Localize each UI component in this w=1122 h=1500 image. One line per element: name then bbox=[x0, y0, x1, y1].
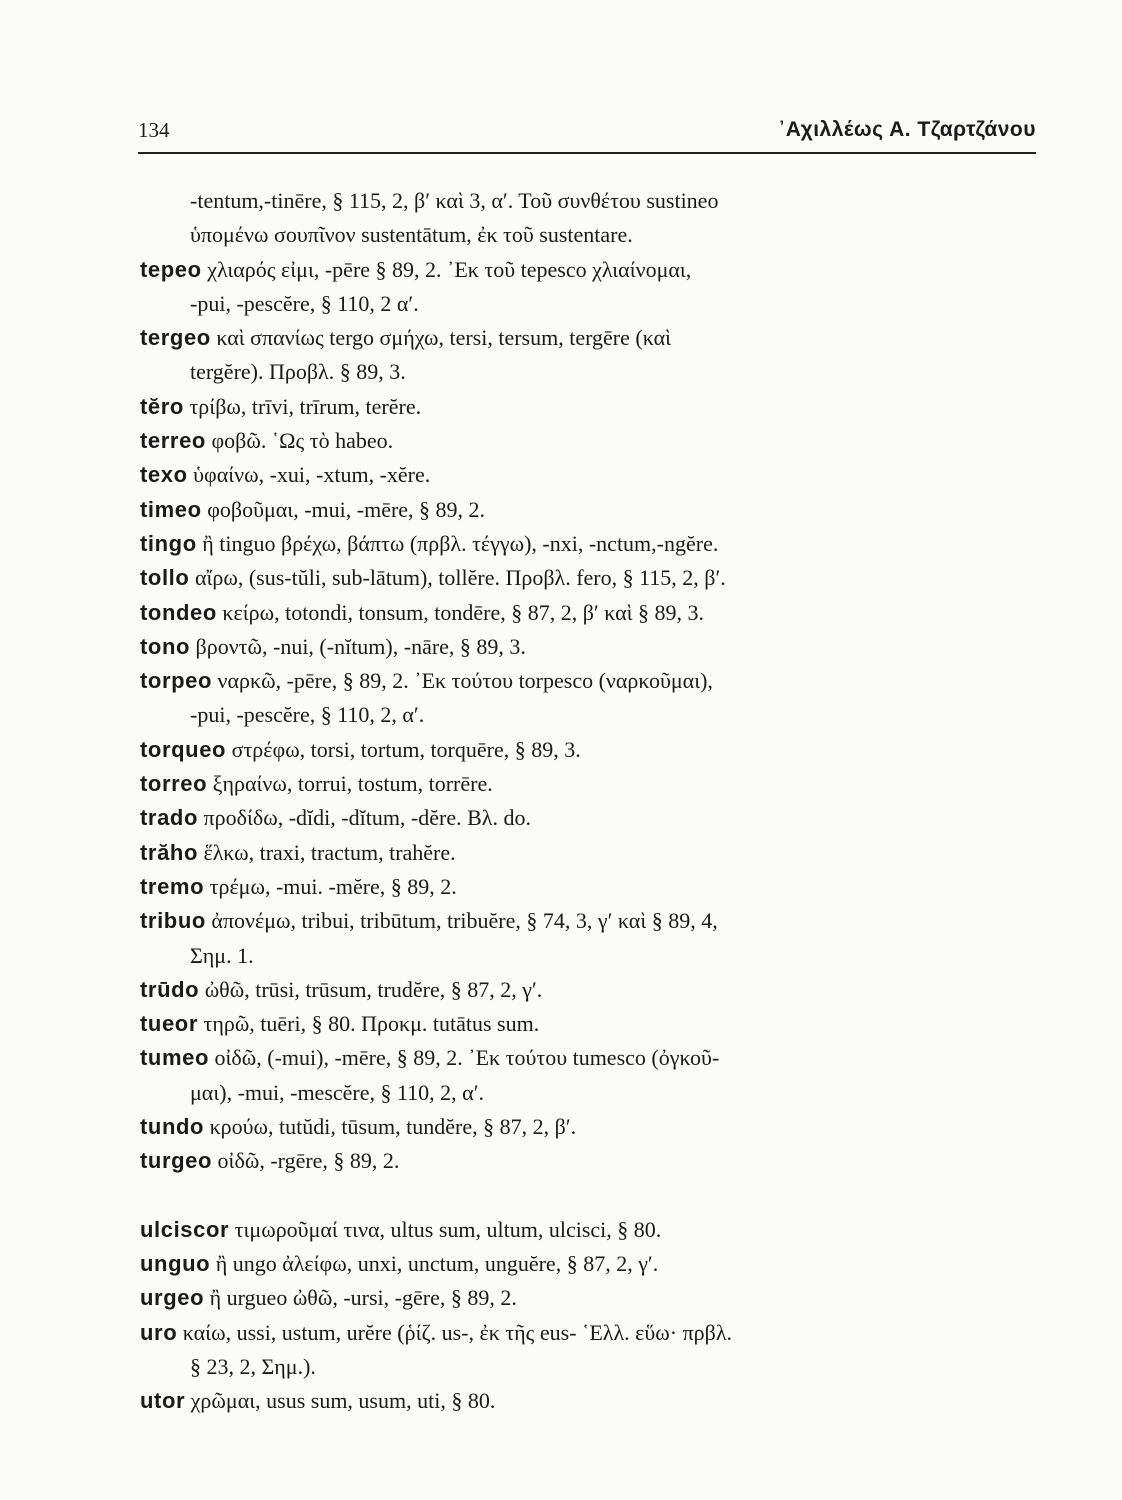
headword: urgeo bbox=[140, 1285, 205, 1311]
headword: tondeo bbox=[140, 599, 217, 625]
dictionary-entry bbox=[140, 904, 1040, 973]
headword: tollo bbox=[140, 565, 190, 591]
entry-definition: οἰδῶ, (-mui), -mēre, § 89, 2. ᾿Εκ τούτου tumesco (ὀγκοῦ- bbox=[209, 1045, 720, 1071]
dictionary-entry bbox=[140, 870, 1040, 904]
dictionary-entry bbox=[140, 1247, 1040, 1281]
headword: uro bbox=[140, 1319, 178, 1345]
entry-continuation: tergĕre). Προβλ. § 89, 3. bbox=[190, 359, 406, 385]
dictionary-entry bbox=[140, 973, 1040, 1007]
dictionary-entry bbox=[140, 253, 1040, 322]
headword: tundo bbox=[140, 1114, 205, 1140]
entry-definition: στρέφω, torsi, tortum, torquēre, § 89, 3. bbox=[226, 736, 581, 762]
entry-continuation: -tentum,-tinēre, § 115, 2, β′ καὶ 3, α′. Τοῦ συνθέτου sustineo bbox=[190, 188, 719, 213]
headword: tremo bbox=[140, 873, 205, 899]
entry-definition: φοβοῦμαι, -mui, -mēre, § 89, 2. bbox=[201, 496, 486, 522]
headword: trado bbox=[140, 805, 198, 831]
headword: tepeo bbox=[140, 256, 202, 282]
dictionary-entry bbox=[140, 733, 1040, 767]
dictionary-entry bbox=[140, 1384, 1040, 1418]
entry-definition: καὶ σπανίως tergo σμήχω, tersi, tersum, tergēre (καὶ bbox=[210, 325, 672, 351]
entry-definition: χλιαρός εἰμι, -pēre § 89, 2. ᾿Εκ τοῦ tepesco χλιαίνομαι, bbox=[201, 256, 692, 282]
entry-definition: κρούω, tutŭdi, tūsum, tundĕre, § 87, 2, β′. bbox=[204, 1114, 577, 1140]
dictionary-entry bbox=[140, 630, 1040, 664]
dictionary-entry bbox=[140, 767, 1040, 801]
headword: tumeo bbox=[140, 1045, 209, 1071]
dictionary-entry bbox=[140, 1281, 1040, 1315]
headword: ulciscor bbox=[140, 1216, 230, 1242]
entry-definition: ἀπονέμω, tribui, tribūtum, tribuĕre, § 74, 3, γ′ καὶ § 89, 4, bbox=[205, 908, 718, 934]
entry-definition: τρέμω, -mui. -mĕre, § 89, 2. bbox=[204, 873, 457, 899]
entry-definition: ὑφαίνω, -xui, -xtum, -xĕre. bbox=[187, 462, 431, 488]
headword: tueor bbox=[140, 1011, 198, 1037]
section-gap bbox=[140, 1179, 1040, 1213]
page-number: 134 bbox=[138, 118, 170, 142]
dictionary-entry bbox=[140, 527, 1040, 561]
entry-continuation: ὑπομένω σουπῖνον sustentātum, ἐκ τοῦ sustentare. bbox=[190, 222, 633, 248]
entry-definition: αἴρω, (sus-tŭli, sub-lātum), tollĕre. Προβλ. fero, § 115, 2, β′. bbox=[189, 565, 726, 591]
headword: utor bbox=[140, 1388, 186, 1414]
headword: timeo bbox=[140, 496, 202, 522]
dictionary-entry bbox=[140, 801, 1040, 835]
entry-definition: τιμωροῦμαί τινα, ultus sum, ultum, ulcisci, § 80. bbox=[229, 1216, 662, 1242]
headword: trăho bbox=[140, 839, 198, 865]
entry-definition: ξηραίνω, torrui, tostum, torrēre. bbox=[207, 771, 493, 797]
entry-definition: κείρω, totondi, tonsum, tondēre, § 87, 2, β′ καὶ § 89, 3. bbox=[216, 599, 705, 625]
entry-continuation: -pui, -pescĕre, § 110, 2 α′. bbox=[190, 290, 419, 316]
entry-continuation: -pui, -pescĕre, § 110, 2, α′. bbox=[190, 702, 425, 728]
dictionary-entry bbox=[140, 1144, 1040, 1178]
dictionary-entry bbox=[140, 493, 1040, 527]
headword: terreo bbox=[140, 428, 206, 454]
entry-definition: ναρκῶ, -pēre, § 89, 2. ᾿Εκ τούτου torpesco (ναρκοῦμαι), bbox=[212, 668, 713, 694]
headword: torreo bbox=[140, 771, 208, 797]
dictionary-entry bbox=[140, 664, 1040, 733]
dictionary-entry bbox=[140, 424, 1040, 458]
headword: trūdo bbox=[140, 976, 200, 1002]
dictionary-entry bbox=[140, 321, 1040, 390]
entry-definition: προδίδω, -dĭdi, -dĭtum, -dĕre. Βλ. do. bbox=[198, 805, 531, 831]
dictionary-entries-t bbox=[140, 184, 1040, 1418]
entry-definition: βροντῶ, -nui, (-nĭtum), -nāre, § 89, 3. bbox=[190, 633, 526, 659]
entry-definition: ἕλκω, traxi, tractum, trahĕre. bbox=[198, 839, 456, 865]
entry-definition: οἰδῶ, -rgēre, § 89, 2. bbox=[212, 1148, 400, 1174]
entry-definition: τρίβω, trīvi, trīrum, terĕre. bbox=[183, 393, 422, 419]
dictionary-entry bbox=[140, 390, 1040, 424]
dictionary-entry bbox=[140, 561, 1040, 595]
dictionary-entry bbox=[140, 1316, 1040, 1385]
running-head: ᾿Αχιλλέως Α. Τζαρτζάνου bbox=[778, 118, 1036, 141]
headword: torqueo bbox=[140, 736, 227, 762]
entry-definition: φοβῶ. ῾Ως τὸ habeo. bbox=[205, 428, 394, 454]
dictionary-entry bbox=[140, 596, 1040, 630]
dictionary-entry bbox=[140, 1110, 1040, 1144]
entry-definition: ὠθῶ, trūsi, trūsum, trudĕre, § 87, 2, γ′. bbox=[199, 976, 543, 1002]
headword: turgeo bbox=[140, 1148, 213, 1174]
entry-continuation: μαι), -mui, -mescĕre, § 110, 2, α′. bbox=[190, 1079, 485, 1105]
dictionary-entry bbox=[140, 1213, 1040, 1247]
entry-continuation: Σημ. 1. bbox=[190, 942, 254, 968]
headword: tribuo bbox=[140, 908, 206, 934]
headword: tingo bbox=[140, 530, 197, 556]
dictionary-entry bbox=[140, 836, 1040, 870]
entry-definition: καίω, ussi, ustum, urĕre (ῥίζ. us-, ἐκ τῆς eus- ῾Ελλ. εὕω· πρβλ. bbox=[177, 1319, 733, 1345]
headword: tergeo bbox=[140, 325, 211, 351]
entry-definition: ἢ urgueo ὠθῶ, -ursi, -gēre, § 89, 2. bbox=[204, 1285, 517, 1311]
entry-definition: ἢ tinguo βρέχω, βάπτω (πρβλ. τέγγω), -nxi, -nctum,-ngĕre. bbox=[196, 530, 719, 556]
entry-definition: χρῶμαι, usus sum, usum, uti, § 80. bbox=[185, 1388, 496, 1414]
entry-continuation: § 23, 2, Σημ.). bbox=[190, 1353, 316, 1379]
dictionary-entry bbox=[140, 458, 1040, 492]
headword: texo bbox=[140, 462, 188, 488]
page-header bbox=[138, 118, 1036, 154]
headword: torpeo bbox=[140, 668, 213, 694]
dictionary-entry bbox=[140, 1041, 1040, 1110]
headword: tĕro bbox=[140, 393, 184, 419]
entry-definition: τηρῶ, tuēri, § 80. Προκμ. tutātus sum. bbox=[198, 1011, 540, 1037]
headword: tono bbox=[140, 633, 191, 659]
headword: unguo bbox=[140, 1250, 211, 1276]
dictionary-entry bbox=[140, 184, 1040, 253]
entry-definition: ἢ ungo ἀλείφω, unxi, unctum, unguĕre, § 87, 2, γ′. bbox=[210, 1250, 659, 1276]
dictionary-entry bbox=[140, 1007, 1040, 1041]
